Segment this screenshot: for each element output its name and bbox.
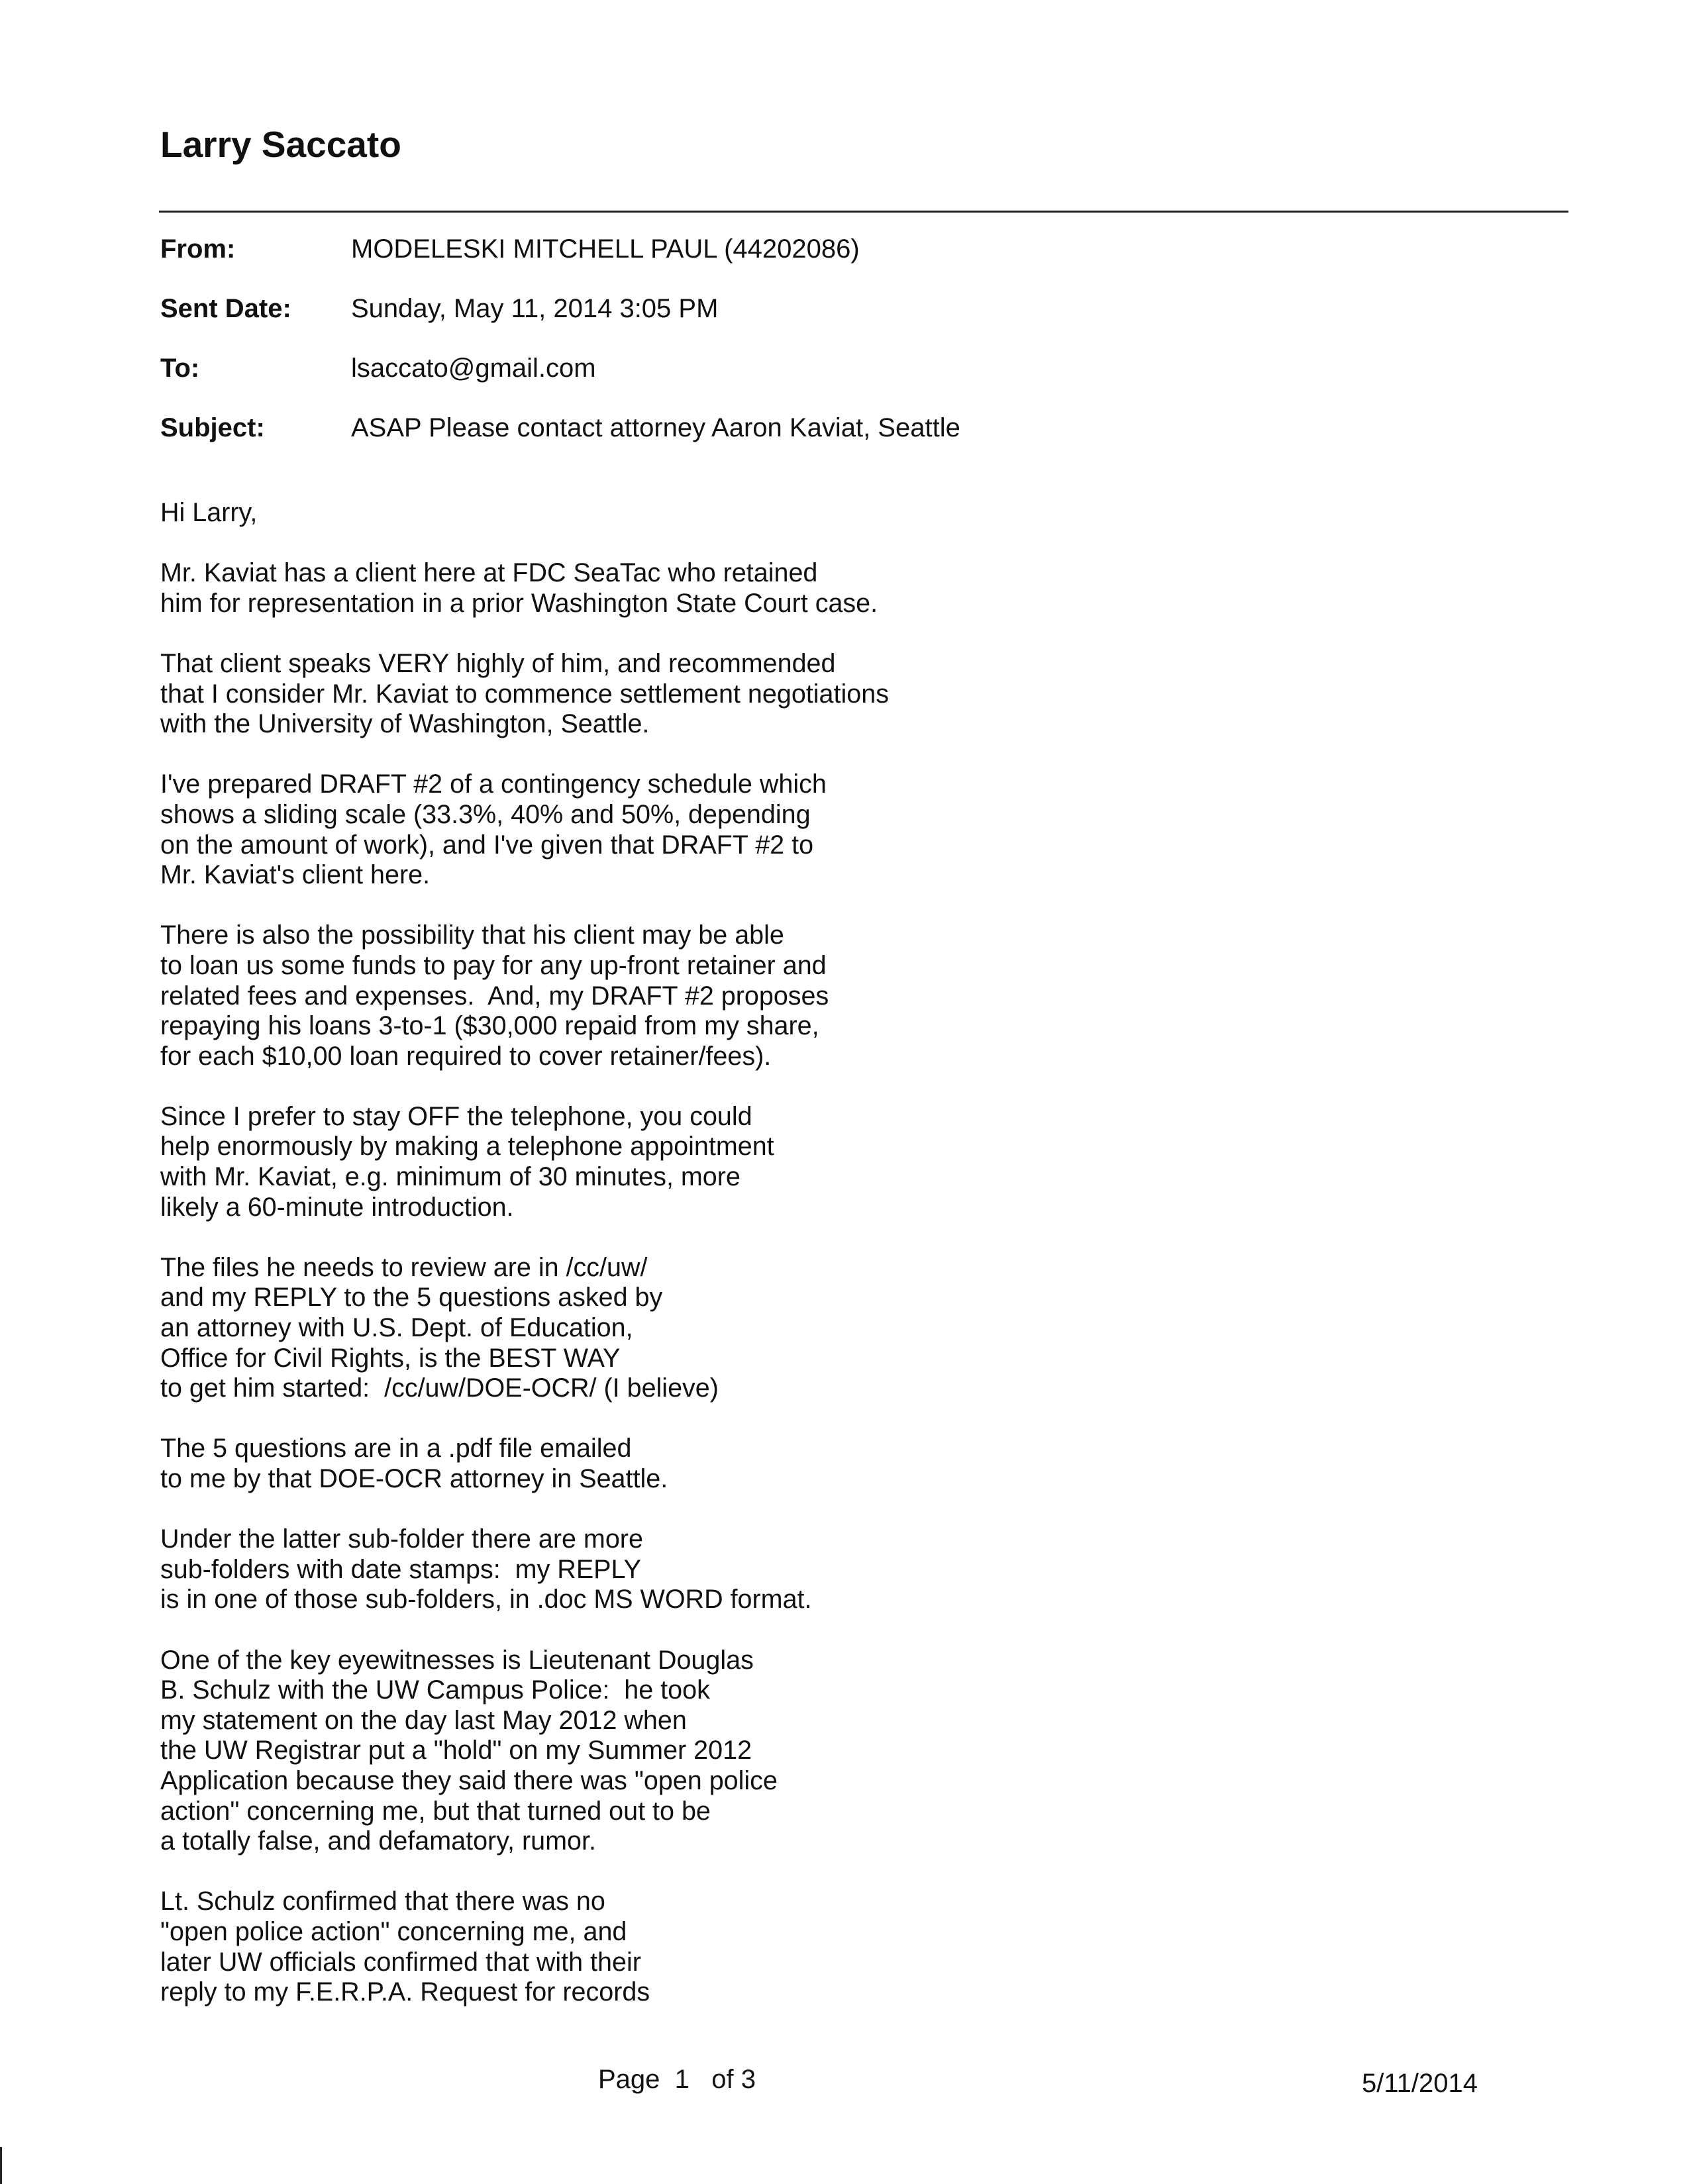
body-line: Under the latter sub-folder there are more	[160, 1524, 643, 1554]
body-line: an attorney with U.S. Dept. of Education,	[160, 1313, 633, 1343]
to-label: To:	[160, 354, 200, 383]
from-label: From:	[160, 234, 236, 264]
body-line: Mr. Kaviat's client here.	[160, 860, 431, 890]
body-line: shows a sliding scale (33.3%, 40% and 50%, depending	[160, 799, 811, 829]
body-line: for each $10,00 loan required to cover retainer/fees).	[160, 1041, 772, 1071]
body-line: with the University of Washington, Seattle.	[160, 709, 650, 739]
body-line: That client speaks VERY highly of him, and recommended	[160, 648, 836, 678]
body-paragraph	[160, 1646, 1154, 1857]
body-line: There is also the possibility that his client may be able	[160, 920, 784, 950]
body-paragraph	[160, 1253, 1154, 1404]
page-number: Page 1 of 3	[598, 2065, 756, 2094]
body-line: to loan us some funds to pay for any up-front retainer and	[160, 950, 827, 980]
body-line: "open police action" concerning me, and	[160, 1916, 627, 1946]
title-divider	[159, 211, 1568, 213]
body-line: with Mr. Kaviat, e.g. minimum of 30 minutes, more	[160, 1162, 741, 1192]
body-line: on the amount of work), and I've given that DRAFT #2 to	[160, 830, 814, 860]
body-paragraph	[160, 1524, 1154, 1615]
message-body	[160, 498, 1154, 2038]
body-paragraph	[160, 769, 1154, 890]
body-line: likely a 60-minute introduction.	[160, 1192, 514, 1222]
body-line: the UW Registrar put a "hold" on my Summer 2012	[160, 1736, 752, 1765]
body-line: to me by that DOE-OCR attorney in Seattle.	[160, 1464, 668, 1493]
body-paragraph	[160, 649, 1154, 740]
body-line: repaying his loans 3-to-1 ($30,000 repaid from my share,	[160, 1011, 819, 1041]
body-line: related fees and expenses. And, my DRAFT #2 proposes	[160, 981, 829, 1011]
body-line: later UW officials confirmed that with their	[160, 1947, 641, 1977]
body-line: my statement on the day last May 2012 when	[160, 1705, 687, 1735]
body-line: One of the key eyewitnesses is Lieutenant Douglas	[160, 1645, 754, 1675]
body-line: I've prepared DRAFT #2 of a contingency schedule which	[160, 769, 827, 799]
body-paragraph	[160, 558, 1154, 619]
body-line: action" concerning me, but that turned out to be	[160, 1796, 711, 1826]
body-line: The 5 questions are in a .pdf file emailed	[160, 1434, 632, 1464]
body-paragraph	[160, 920, 1154, 1071]
sent-date-value: Sunday, May 11, 2014 3:05 PM	[351, 294, 719, 323]
body-line: that I consider Mr. Kaviat to commence settlement negotiations	[160, 679, 889, 709]
scan-margin-mark	[0, 2147, 2, 2184]
to-value: lsaccato@gmail.com	[351, 354, 596, 383]
subject-value: ASAP Please contact attorney Aaron Kaviat, Seattle	[351, 413, 960, 442]
body-line: help enormously by making a telephone appointment	[160, 1132, 774, 1162]
body-paragraph	[160, 498, 1154, 528]
body-line: is in one of those sub-folders, in .doc MS WORD format.	[160, 1585, 812, 1614]
body-line: Since I prefer to stay OFF the telephone, you could	[160, 1101, 752, 1131]
body-paragraph	[160, 1434, 1154, 1494]
sent-date-label: Sent Date:	[160, 294, 291, 323]
body-line: reply to my F.E.R.P.A. Request for records	[160, 1977, 650, 2007]
body-line: to get him started: /cc/uw/DOE-OCR/ (I believe)	[160, 1373, 719, 1403]
body-line: Lt. Schulz confirmed that there was no	[160, 1887, 605, 1916]
footer-date: 5/11/2014	[1362, 2069, 1478, 2098]
body-line: Hi Larry,	[160, 498, 258, 527]
body-line: and my REPLY to the 5 questions asked by	[160, 1283, 663, 1313]
body-line: Office for Civil Rights, is the BEST WAY	[160, 1343, 621, 1373]
body-line: Mr. Kaviat has a client here at FDC SeaTac who retained	[160, 558, 818, 588]
subject-label: Subject:	[160, 413, 265, 442]
body-line: The files he needs to review are in /cc/uw/	[160, 1252, 648, 1282]
body-paragraph	[160, 1887, 1154, 2007]
body-line: B. Schulz with the UW Campus Police: he took	[160, 1675, 710, 1705]
body-line: a totally false, and defamatory, rumor.	[160, 1826, 596, 1856]
page-title: Larry Saccato	[160, 124, 401, 165]
body-paragraph	[160, 1102, 1154, 1222]
body-line: him for representation in a prior Washington State Court case.	[160, 588, 878, 618]
body-line: sub-folders with date stamps: my REPLY	[160, 1554, 641, 1584]
from-value: MODELESKI MITCHELL PAUL (44202086)	[351, 234, 860, 264]
body-line: Application because they said there was "open police	[160, 1765, 778, 1795]
